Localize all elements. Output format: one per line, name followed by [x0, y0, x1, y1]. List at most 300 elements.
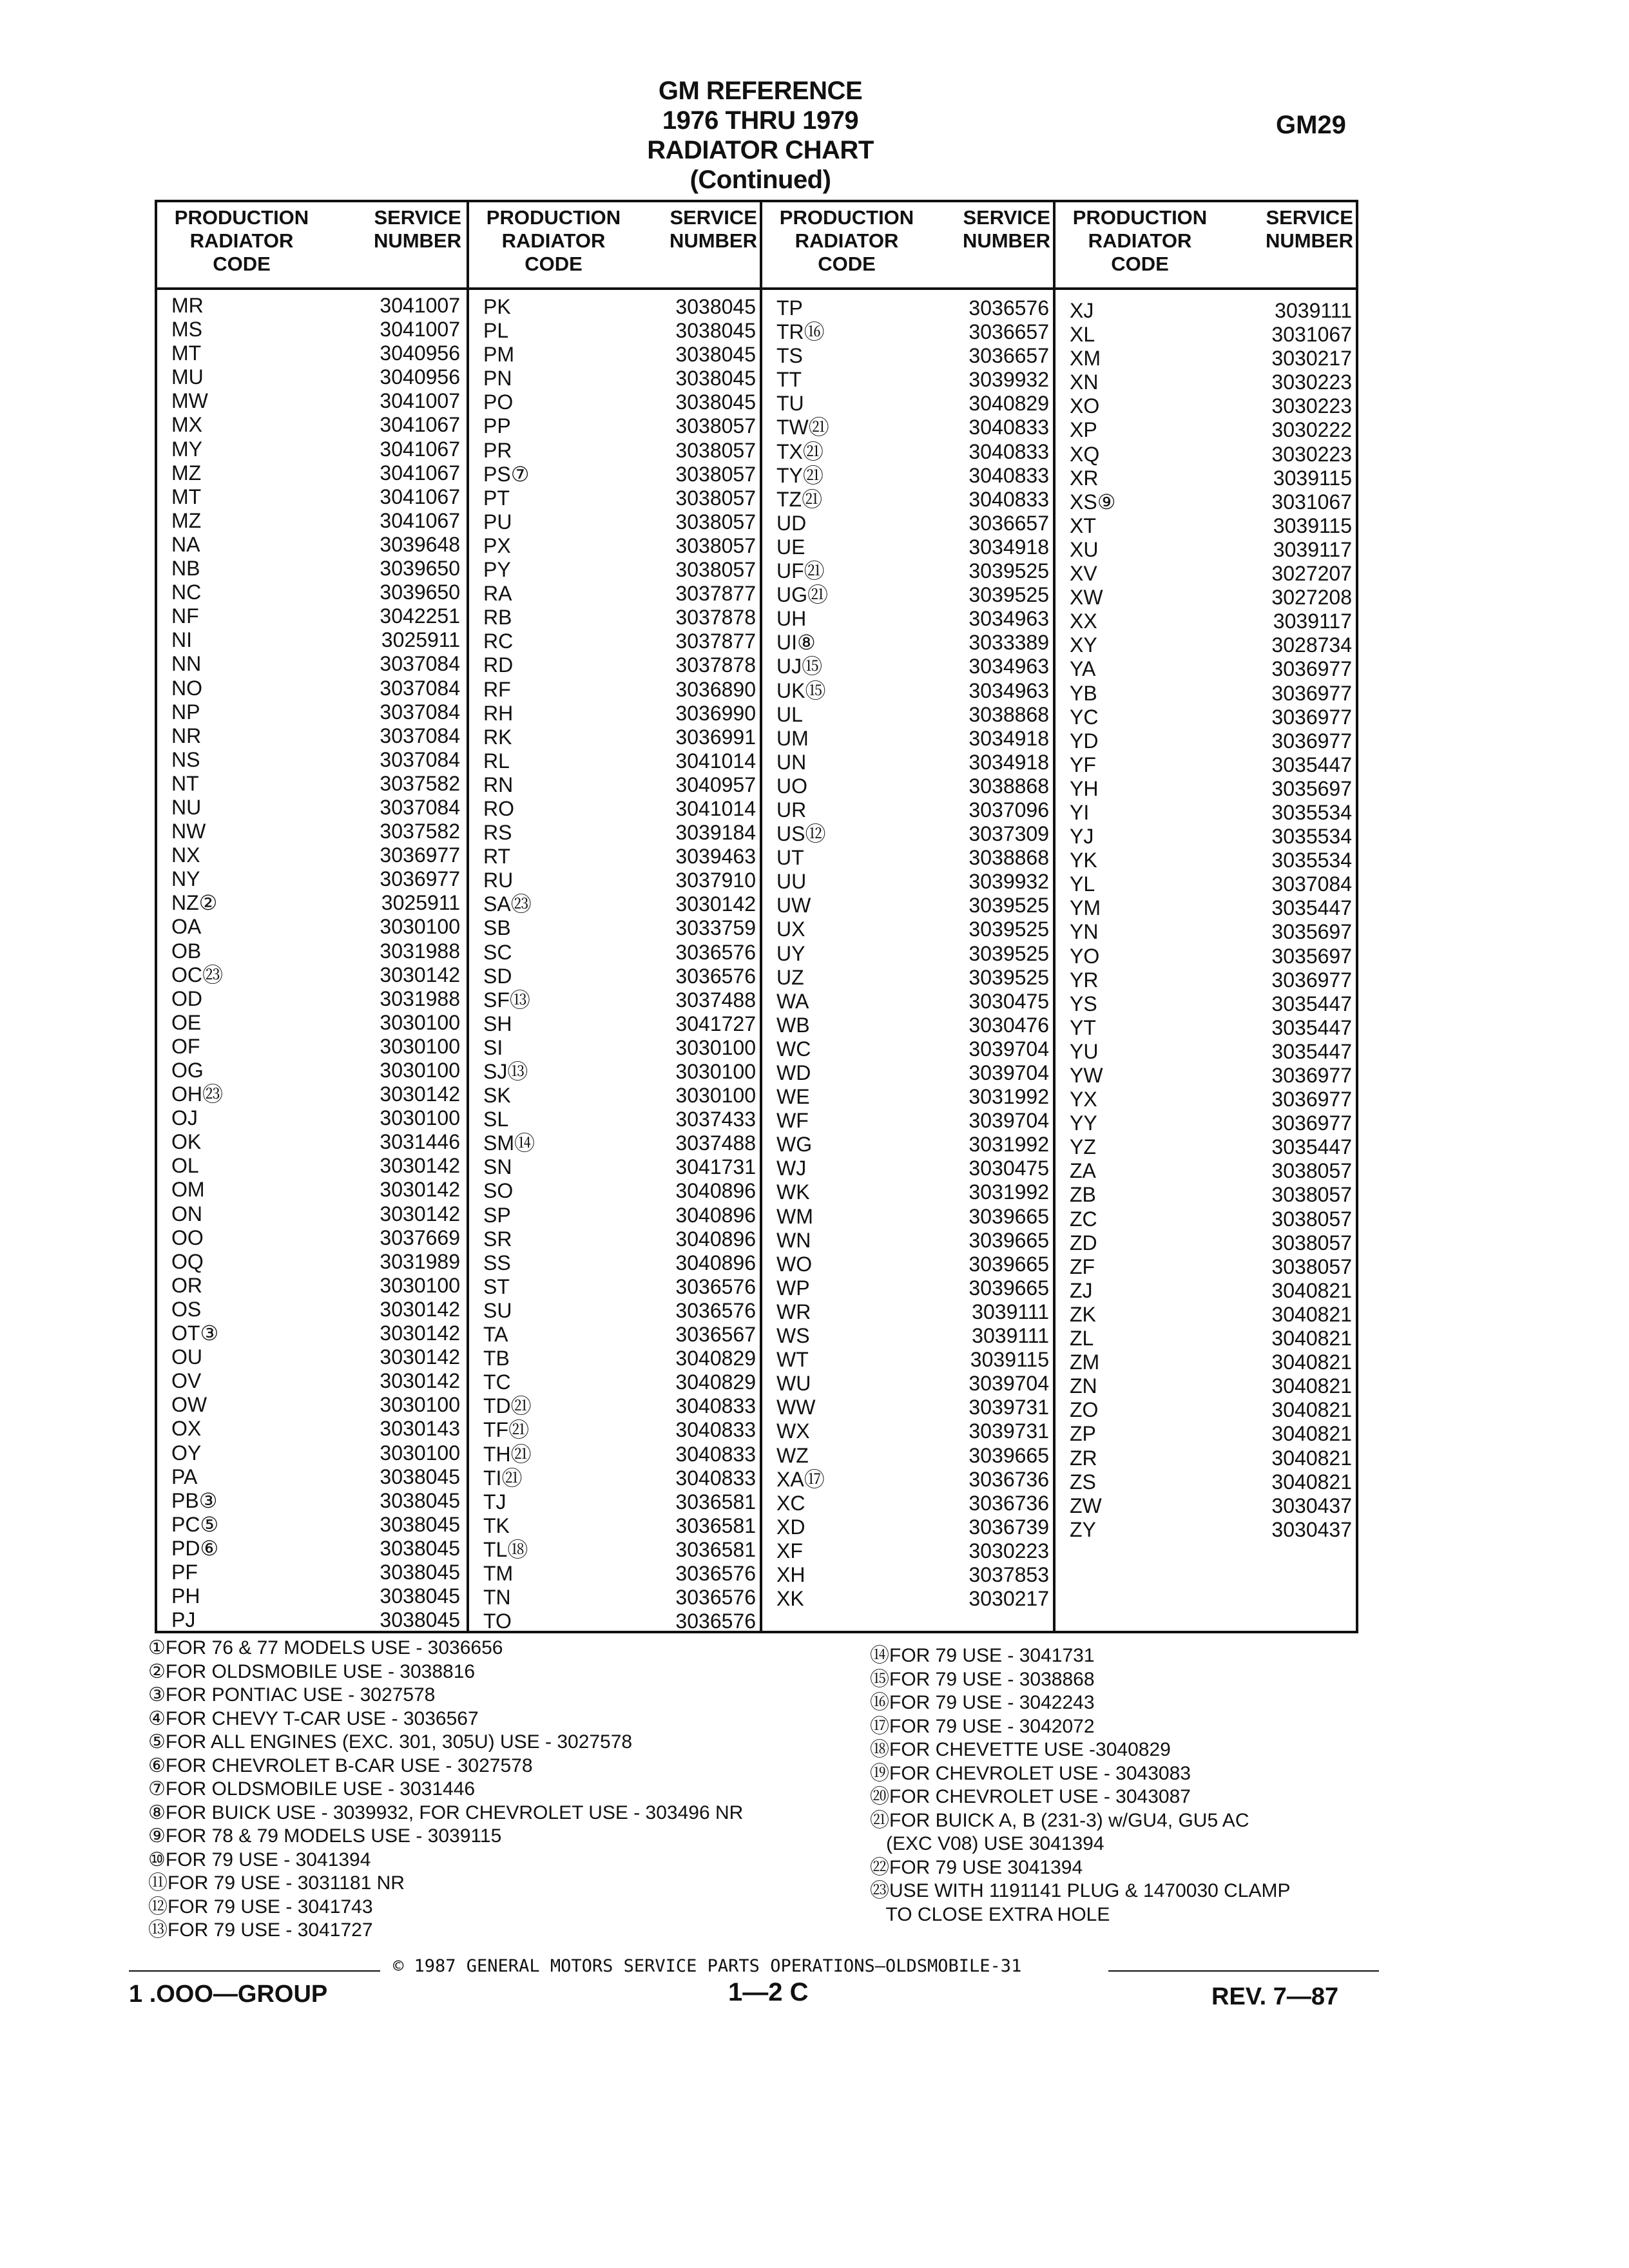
- radiator-code: UX: [776, 918, 805, 941]
- table-row: [157, 987, 467, 1011]
- table-row: [762, 894, 1055, 918]
- table-row: [762, 774, 1055, 798]
- table-row: [1055, 1159, 1358, 1183]
- radiator-code: UN: [776, 750, 807, 774]
- table-row: [762, 1300, 1055, 1324]
- service-number: 3036890: [675, 677, 756, 701]
- table-row: [469, 1490, 762, 1514]
- header-line: RADIATOR: [795, 229, 899, 252]
- service-number: 3040821: [1271, 1278, 1352, 1302]
- service-number: 3025911: [381, 628, 460, 652]
- service-number: 3036977: [1271, 1088, 1352, 1111]
- service-number: 3040821: [1271, 1470, 1352, 1494]
- table-row: [762, 870, 1055, 894]
- header-line: PRODUCTION: [779, 206, 914, 229]
- radiator-code: UE: [776, 535, 805, 559]
- service-number: 3038868: [969, 774, 1049, 798]
- radiator-code: UM: [776, 726, 809, 750]
- table-row: [469, 367, 762, 390]
- table-row: [157, 939, 467, 963]
- footnote: ㉒FOR 79 USE 3041394: [870, 1856, 1083, 1878]
- table-row: [1055, 490, 1358, 514]
- table-row: [762, 1157, 1055, 1180]
- radiator-code: TB: [483, 1347, 510, 1370]
- table-row: [762, 1468, 1055, 1492]
- table-row: [762, 703, 1055, 727]
- service-number: 3039111: [972, 1300, 1049, 1323]
- table-row: [469, 1394, 762, 1418]
- table-row: [762, 1372, 1055, 1396]
- service-number: 3030100: [380, 1441, 460, 1465]
- service-number: 3035697: [1271, 944, 1352, 968]
- radiator-code: SP: [483, 1203, 511, 1227]
- footnote: ㉓USE WITH 1191141 PLUG & 1470030 CLAMP: [870, 1880, 1291, 1901]
- table-row: [1055, 323, 1358, 347]
- radiator-code: XQ: [1070, 442, 1100, 466]
- service-number: 3035447: [1271, 992, 1352, 1015]
- table-row: [1055, 1446, 1358, 1470]
- radiator-code: YH: [1070, 776, 1099, 800]
- radiator-code: ZS: [1070, 1470, 1096, 1494]
- service-number: 3038057: [1271, 1159, 1352, 1183]
- radiator-code: TF㉑: [483, 1418, 530, 1442]
- radiator-code: UT: [776, 846, 804, 870]
- header-line: CODE: [213, 253, 271, 275]
- radiator-code: OW: [171, 1393, 207, 1417]
- service-number: 3041727: [675, 1012, 756, 1035]
- table-row: [762, 942, 1055, 966]
- table-row: [469, 558, 762, 582]
- table-row: [157, 1059, 467, 1082]
- service-number: 3036736: [969, 1467, 1049, 1491]
- service-number: 3041007: [380, 294, 460, 317]
- header-line: RADIATOR: [189, 229, 294, 252]
- radiator-code: OB: [171, 939, 202, 963]
- table-row: [157, 1298, 467, 1321]
- radiator-code: YA: [1070, 657, 1096, 681]
- header-line: SERVICE: [1266, 206, 1353, 229]
- radiator-code: NC: [171, 581, 202, 604]
- service-number: 3037488: [675, 1131, 756, 1155]
- radiator-code: NP: [171, 700, 200, 724]
- service-number: 3033389: [969, 631, 1049, 655]
- table-row: [469, 845, 762, 869]
- service-number: 3039665: [969, 1252, 1049, 1276]
- radiator-code: SB: [483, 916, 511, 940]
- service-number: 3036739: [969, 1515, 1049, 1539]
- service-number: 3030475: [969, 989, 1049, 1013]
- table-row: [762, 631, 1055, 655]
- table-row: [762, 607, 1055, 631]
- radiator-code: XK: [776, 1587, 804, 1611]
- radiator-code: WD: [776, 1061, 811, 1084]
- radiator-code: RL: [483, 749, 510, 773]
- service-number: 3036576: [675, 1610, 756, 1633]
- radiator-code: ZD: [1070, 1231, 1097, 1254]
- header-line: NUMBER: [962, 229, 1050, 252]
- radiator-code: RF: [483, 677, 511, 701]
- table-row: [469, 1036, 762, 1060]
- service-number: 3038045: [675, 319, 756, 343]
- radiator-code: WE: [776, 1085, 810, 1109]
- radiator-code: NU: [171, 795, 202, 819]
- service-number: 3041067: [380, 485, 460, 508]
- radiator-code: MT: [171, 341, 202, 365]
- table-row: [469, 941, 762, 965]
- table-row: [469, 1108, 762, 1131]
- table-row: [469, 1204, 762, 1227]
- title-line-1: GM REFERENCE: [658, 77, 863, 105]
- service-number: 3038057: [675, 414, 756, 438]
- footnote: ③FOR PONTIAC USE - 3027578: [148, 1684, 436, 1706]
- radiator-code: NR: [171, 724, 202, 747]
- radiator-code: TR⑯: [776, 320, 825, 344]
- table-row: [1055, 1040, 1358, 1064]
- table-row: [469, 319, 762, 343]
- table-row: [1055, 1088, 1358, 1111]
- service-number-header: [1244, 206, 1353, 253]
- footer-rule-right: [1108, 1970, 1379, 1972]
- radiator-code: WP: [776, 1276, 810, 1300]
- table-row: [1055, 443, 1358, 466]
- service-number: 3036657: [969, 511, 1049, 535]
- radiator-code: PR: [483, 438, 512, 462]
- service-number: 3040833: [675, 1394, 756, 1418]
- document-code: GM29: [1276, 111, 1346, 139]
- service-number: 3040896: [675, 1251, 756, 1274]
- service-number: 3040833: [969, 487, 1049, 511]
- table-row: [469, 486, 762, 510]
- footnote: ⑭FOR 79 USE - 3041731: [870, 1645, 1095, 1666]
- table-row: [1055, 777, 1358, 801]
- service-number: 3039665: [969, 1276, 1049, 1300]
- radiator-code: TK: [483, 1514, 510, 1537]
- service-number: 3037910: [675, 869, 756, 892]
- title-line-4: (Continued): [689, 166, 831, 194]
- table-row: [762, 1563, 1055, 1587]
- radiator-code: TC: [483, 1370, 511, 1394]
- radiator-code: TO: [483, 1610, 512, 1633]
- service-number: 3036576: [675, 1586, 756, 1610]
- table-row: [469, 1418, 762, 1442]
- service-number: 3040829: [675, 1370, 756, 1394]
- table-row: [157, 843, 467, 867]
- service-number: 3030222: [1271, 418, 1352, 442]
- table-row: [762, 535, 1055, 559]
- radiator-code: WG: [776, 1133, 813, 1157]
- service-number: 3038045: [675, 390, 756, 414]
- radiator-code: XW: [1070, 586, 1103, 610]
- radiator-code: OJ: [171, 1106, 198, 1130]
- table-row: [469, 749, 762, 773]
- service-number: 3041014: [675, 749, 756, 773]
- radiator-code: XY: [1070, 633, 1097, 657]
- table-row: [157, 724, 467, 748]
- service-number: 3030437: [1271, 1494, 1352, 1517]
- table-column-3: [760, 202, 1055, 1631]
- service-number: 3038045: [675, 295, 756, 318]
- service-number: 3034963: [969, 655, 1049, 678]
- service-number: 3039932: [969, 870, 1049, 894]
- table-row: [157, 1178, 467, 1202]
- table-row: [1055, 920, 1358, 944]
- service-number-header: [941, 206, 1050, 253]
- radiator-code: SN: [483, 1155, 512, 1179]
- radiator-code: ST: [483, 1274, 510, 1298]
- radiator-code: US⑫: [776, 822, 826, 846]
- service-number: 3034918: [969, 726, 1049, 750]
- radiator-code: OR: [171, 1273, 202, 1297]
- table-row: [469, 1323, 762, 1347]
- radiator-code: NX: [171, 843, 200, 867]
- table-row: [157, 700, 467, 724]
- radiator-code: UO: [776, 774, 807, 798]
- footnote: ④FOR CHEVY T-CAR USE - 3036567: [148, 1707, 479, 1729]
- service-number: 3037877: [675, 582, 756, 606]
- header-line: CODE: [525, 253, 583, 275]
- footnote: ⑪FOR 79 USE - 3031181 NR: [148, 1872, 405, 1894]
- header-line: PRODUCTION: [1072, 206, 1208, 229]
- table-row: [157, 1489, 467, 1513]
- table-row: [762, 1396, 1055, 1419]
- radiator-code: PU: [483, 510, 512, 533]
- service-number: 3036657: [969, 320, 1049, 344]
- radiator-code: UI⑧: [776, 631, 816, 655]
- service-number: 3040896: [675, 1179, 756, 1203]
- radiator-code: WR: [776, 1300, 811, 1323]
- table-row: [762, 798, 1055, 822]
- table-row: [469, 726, 762, 749]
- copyright-line: © 1987 GENERAL MOTORS SERVICE PARTS OPERATIONS—OLDSMOBILE-31: [393, 1956, 1022, 1976]
- footnote: ⑫FOR 79 USE - 3041743: [148, 1896, 373, 1917]
- radiator-code: UG㉑: [776, 583, 829, 607]
- radiator-code: NZ②: [171, 891, 218, 915]
- service-number: 3035534: [1271, 849, 1352, 872]
- table-row: [469, 343, 762, 367]
- table-row: [157, 413, 467, 437]
- table-row: [762, 464, 1055, 488]
- radiator-code: PP: [483, 414, 511, 438]
- service-number: 3031992: [969, 1085, 1049, 1109]
- table-row: [1055, 801, 1358, 825]
- radiator-code: XL: [1070, 323, 1095, 347]
- service-number: 3040896: [675, 1227, 756, 1251]
- production-radiator-code-header: [766, 206, 927, 276]
- service-number: 3030476: [969, 1013, 1049, 1037]
- table-row: [1055, 1207, 1358, 1231]
- service-number: 3039525: [969, 894, 1049, 918]
- table-row: [157, 294, 467, 318]
- service-number: 3036576: [675, 940, 756, 964]
- header-line: CODE: [1111, 253, 1169, 275]
- service-number: 3036977: [1271, 1064, 1352, 1087]
- table-row: [469, 1299, 762, 1323]
- table-row: [1055, 1518, 1358, 1542]
- footnote: ⑯FOR 79 USE - 3042243: [870, 1692, 1095, 1713]
- radiator-code: TI㉑: [483, 1466, 523, 1490]
- service-number: 3036576: [675, 1561, 756, 1585]
- footnote: (EXC V08) USE 3041394: [870, 1833, 1104, 1854]
- radiator-code: SJ⑬: [483, 1060, 528, 1083]
- service-number: 3033759: [675, 916, 756, 940]
- service-number: 3036977: [1271, 681, 1352, 705]
- service-number: 3036581: [675, 1514, 756, 1537]
- radiator-code: UK⑮: [776, 678, 826, 702]
- radiator-code: MZ: [171, 461, 202, 485]
- table-rows: [762, 296, 1055, 1611]
- radiator-code: SU: [483, 1298, 512, 1322]
- radiator-code: ZK: [1070, 1302, 1096, 1326]
- radiator-code: WN: [776, 1228, 811, 1252]
- radiator-code: YT: [1070, 1015, 1096, 1039]
- column-header: [469, 206, 762, 286]
- service-number: 3038057: [1271, 1231, 1352, 1254]
- service-number: 3039932: [969, 368, 1049, 392]
- table-row: [1055, 1422, 1358, 1446]
- service-number: 3031988: [380, 986, 460, 1010]
- table-row: [762, 1515, 1055, 1539]
- service-number: 3030142: [380, 963, 460, 986]
- table-row: [469, 414, 762, 438]
- radiator-code: OF: [171, 1034, 200, 1058]
- service-number: 3028734: [1271, 633, 1352, 657]
- service-number: 3031992: [969, 1180, 1049, 1204]
- radiator-code: XM: [1070, 347, 1101, 370]
- table-row: [157, 1035, 467, 1059]
- service-number: 3040821: [1271, 1302, 1352, 1326]
- table-row: [1055, 825, 1358, 849]
- service-number: 3030143: [380, 1417, 460, 1441]
- table-row: [157, 341, 467, 365]
- service-number: 3040896: [675, 1203, 756, 1227]
- service-number-header: [352, 206, 461, 253]
- radiator-code: XA⑰: [776, 1467, 825, 1491]
- radiator-code: YU: [1070, 1039, 1099, 1063]
- service-number: 3039117: [1273, 537, 1352, 561]
- table-row: [762, 1133, 1055, 1157]
- radiator-code: PJ: [171, 1608, 196, 1632]
- table-row: [762, 1229, 1055, 1253]
- service-number: 3036990: [675, 701, 756, 725]
- table-row: [157, 748, 467, 772]
- table-row: [762, 727, 1055, 751]
- radiator-code: WA: [776, 989, 809, 1013]
- service-number: 3038057: [675, 486, 756, 510]
- service-number: 3040821: [1271, 1374, 1352, 1398]
- table-row: [157, 533, 467, 557]
- service-number: 3039665: [969, 1228, 1049, 1252]
- table-row: [469, 510, 762, 534]
- radiator-code: WM: [776, 1204, 813, 1228]
- radiator-code: XF: [776, 1539, 803, 1562]
- service-number: 3039525: [969, 583, 1049, 607]
- radiator-code: WT: [776, 1348, 809, 1372]
- table-column-1: [157, 202, 467, 1631]
- service-number: 3041067: [380, 508, 460, 532]
- service-number: 3035447: [1271, 896, 1352, 920]
- radiator-code: UJ⑮: [776, 655, 823, 678]
- service-number: 3030142: [380, 1369, 460, 1393]
- table-row: [157, 1130, 467, 1154]
- column-header: [762, 206, 1055, 286]
- radiator-code: YR: [1070, 968, 1099, 992]
- footnote: ⑬FOR 79 USE - 3041727: [148, 1919, 373, 1941]
- table-row: [1055, 562, 1358, 586]
- service-number: 3038045: [380, 1512, 460, 1536]
- radiator-code: UY: [776, 941, 805, 965]
- table-row: [1055, 1111, 1358, 1135]
- service-number: 3039704: [969, 1372, 1049, 1396]
- radiator-code: ZO: [1070, 1398, 1099, 1422]
- service-number: 3038045: [380, 1536, 460, 1560]
- table-row: [469, 1227, 762, 1251]
- service-number-header: [648, 206, 757, 253]
- table-row: [157, 1082, 467, 1106]
- service-number: 3031067: [1271, 490, 1352, 514]
- service-number: 3031989: [380, 1249, 460, 1273]
- title-line-2: 1976 THRU 1979: [662, 106, 859, 135]
- table-row: [157, 1513, 467, 1537]
- radiator-code: NY: [171, 867, 200, 891]
- radiator-code: XO: [1070, 394, 1100, 418]
- table-row: [762, 679, 1055, 703]
- table-row: [762, 966, 1055, 990]
- table-row: [157, 389, 467, 413]
- radiator-code: PH: [171, 1584, 200, 1608]
- footnote: ⑮FOR 79 USE - 3038868: [870, 1668, 1095, 1690]
- service-number: 3040833: [675, 1442, 756, 1466]
- radiator-code: NN: [171, 652, 202, 676]
- table-row: [157, 915, 467, 939]
- radiator-code: OU: [171, 1345, 202, 1369]
- radiator-code: UW: [776, 894, 811, 918]
- radiator-code: XX: [1070, 610, 1097, 633]
- table-row: [1055, 299, 1358, 323]
- radiator-code: ZP: [1070, 1422, 1096, 1446]
- radiator-code: WX: [776, 1419, 810, 1443]
- radiator-code: RC: [483, 629, 514, 653]
- service-number: 3036977: [380, 843, 460, 867]
- table-row: [469, 1443, 762, 1466]
- radiator-code: RU: [483, 869, 514, 892]
- service-number: 3039117: [1273, 610, 1352, 633]
- service-number: 3037084: [380, 747, 460, 771]
- radiator-code: MZ: [171, 508, 202, 532]
- footnote: ⑦FOR OLDSMOBILE USE - 3031446: [148, 1778, 476, 1800]
- table-row: [157, 509, 467, 533]
- table-row: [469, 965, 762, 988]
- service-number: 3030223: [1271, 442, 1352, 466]
- table-row: [762, 1276, 1055, 1300]
- service-number: 3030100: [380, 1273, 460, 1297]
- radiator-code: PA: [171, 1465, 198, 1488]
- table-row: [157, 891, 467, 915]
- radiator-code: WC: [776, 1037, 811, 1061]
- radiator-code: YC: [1070, 705, 1099, 729]
- table-row: [1055, 1374, 1358, 1398]
- table-row: [157, 677, 467, 700]
- service-number: 3036991: [675, 725, 756, 749]
- service-number: 3039525: [969, 559, 1049, 583]
- radiator-code: PY: [483, 558, 511, 582]
- service-number: 3030100: [675, 1035, 756, 1059]
- radiator-code: SC: [483, 940, 512, 964]
- table-row: [469, 892, 762, 916]
- radiator-code: WW: [776, 1396, 816, 1419]
- radiator-code: OG: [171, 1059, 204, 1082]
- table-row: [469, 1060, 762, 1084]
- table-row: [762, 1037, 1055, 1061]
